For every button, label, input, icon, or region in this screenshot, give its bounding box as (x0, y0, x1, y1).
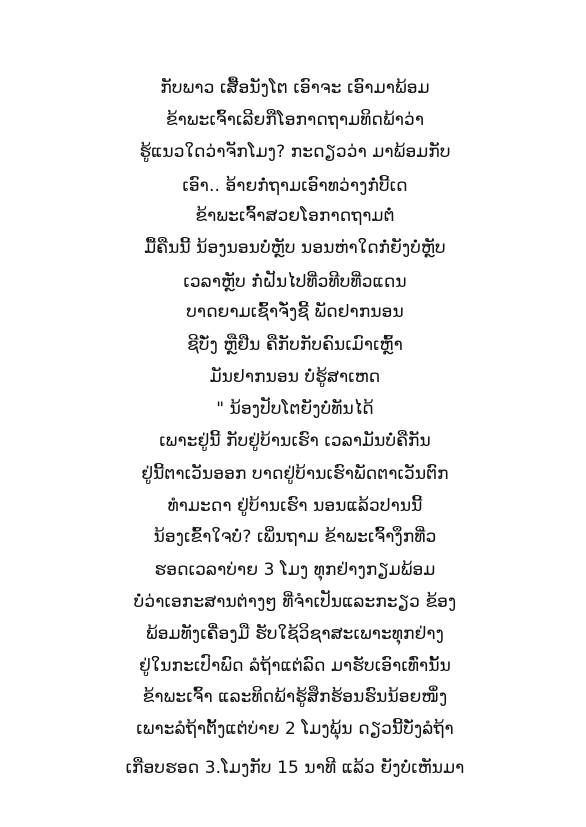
text-line-14: ທຳມະດາ ຢູ່ບ້ານເຮົາ ນອນແລ້ວປານນີ້ (167, 496, 423, 516)
text-line-3: ຮູ້ແນວໃດວ່າຈັກໂມງ? ກະດຽວວ່າ ມາພ້ອມກັບ (139, 142, 451, 162)
text-line-11: " ນ້ອງປັບໂຕຍັງບໍ່ທັນໄດ້ (216, 399, 374, 419)
text-line-12: ເພາະຢູ່ນີ້ ກັບຢູ່ບ້ານເຮົາ ເວລາມັນບໍ່ຄືກັນ (159, 431, 431, 451)
text-line-1: ກັບພາວ ເສື້ອນັງໂຕ ເອົາຈະ ເອົາມາພ້ອມ (160, 78, 430, 98)
text-line-22: ເກືອບຮອດ 3.ໂມງກັບ 15 ນາທີ ແລ້ວ ຍັງບໍ່ເຫັນມາ (125, 758, 465, 778)
text-line-2: ຂ້າພະເຈົ້າເລີຍກືໂອກາດຖາມທິດພ້າວ່າ (165, 110, 425, 130)
text-line-7: ເວລາຫຼັບ ກໍ່ຝັນໄປທີ່ວທີບທີ່ວແດນ (183, 272, 407, 292)
text-line-19: ຢູ່ໃນກະເປົາພົດ ລໍຖ້າແຕ່ລົດ ມາຮັບເອົາເທົ່ານັ້ນ (139, 656, 451, 676)
text-line-13: ຢູ່ນີ້ຕາເວັນອອກ ບາດຢູ່ບ້ານເຮົາພັດຕາເວັນຕົກ (141, 464, 449, 484)
text-line-18: ພ້ອມທັງເຄື່ອງມື ຮັບໃຊ້ວິຊາສະເພາະທຸກຢ່າງ (146, 624, 444, 644)
text-line-21: ເພາະລໍຖ້າຕັ້ງແຕ່ບ່າຍ 2 ໂມງພຸ້ນ ດຽວນີ້ບັ່ງລໍຖ້າ (136, 719, 454, 739)
text-line-16: ຮອດເວລາບ່າຍ 3 ໂມງ ທຸກຢ່າງກຽມພ້ອມ (154, 560, 436, 580)
text-line-10: ມັນຢາກນອນ ບໍ່ຮູ້ສາເຫດ (209, 367, 381, 387)
text-line-6: ມື້ຄືນນີ້ ນ້ອງນອນບໍ່ຫຼັບ ນອນຫ່າໃດກໍ່ຍັງບໍ່ຫຼັບ (144, 238, 446, 258)
text-line-17: ບໍ່ວ່າເອກະສານຕ່າງໆ ທີ່ຈຳເປັນແລະກະຽວ ຂ້ອງ (133, 592, 457, 612)
text-line-20: ຂ້າພະເຈົ້າ ແລະທິດພ້າຮູ້ສຶກຮ້ອນຮົນນ້ອຍໜຶ່ງ (142, 687, 448, 707)
text-line-15: ນ້ອງເຂົ້າໃຈບໍ່? ເພິ່ນຖາມ ຂ້າພະເຈົ້າງຶກທີ່ວ (153, 527, 437, 547)
text-line-8: ບາດຍາມເຊົ້າຈັ່ງຊີ້ ພັດຢາກນອນ (186, 302, 404, 322)
text-line-4: ເອົາ.. ອ້າຍກໍ່ຖາມເອົາທວ່າງກໍ່ບີ້ເດ (182, 176, 408, 196)
text-line-9: ຊີບັ່ງ ຫຼືຢືນ ຄືກັບກັບຄົນເມົາເຫຼົ້າ (187, 335, 403, 355)
text-line-5: ຂ້າພະເຈົ້າສວຍໂອກາດຖາມຕໍ່ (195, 206, 395, 226)
